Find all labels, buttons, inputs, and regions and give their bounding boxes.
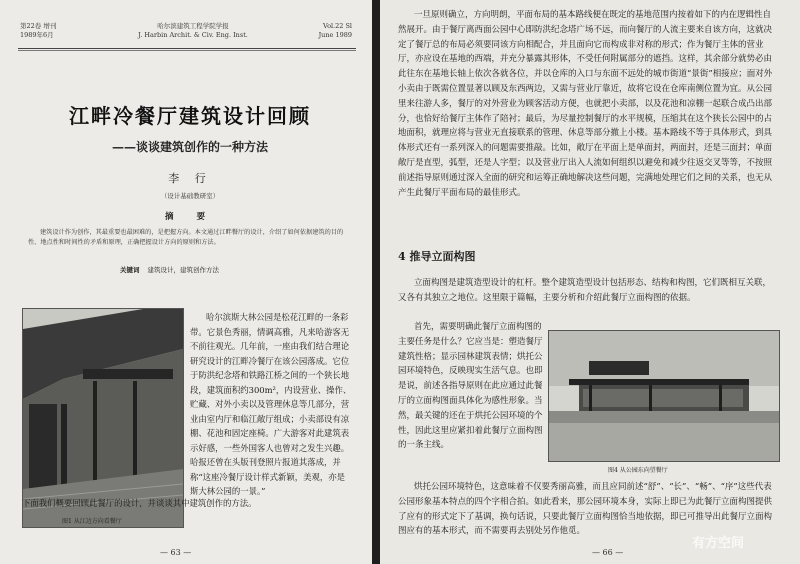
restaurant-photo-riverside xyxy=(22,308,184,528)
left-page xyxy=(0,0,372,564)
journal-issue: 第22卷 增刊 1989年6月 xyxy=(20,22,57,39)
body-text-right-column: 首先，需要明确此餐厅立面构图的主要任务是什么？它应当是：塑造餐厅建筑性格；显示园林建筑表情；烘托公园环境特色，反映现实生活气息。也即是说，前述各指导原则在此应通过此餐厅的立面构图面具体化为感性形象。当然，最关键的还在于烘托公园环境的个性，因此这里应紧扣着此餐厅立面构图的一条主线。 xyxy=(398,322,543,451)
figure-caption-right: 图4 从公园东向望餐厅 xyxy=(608,467,668,474)
journal-name: 哈尔滨建筑工程学院学报 J. Harbin Archit. & Civ. Eng. Inst. xyxy=(138,22,248,39)
journal-volume: Vol.22 Sl June 1989 xyxy=(318,22,352,39)
keywords-label: 关键词 xyxy=(120,266,140,274)
abstract-text: 建筑设计作为创作，其最重要也最困难的，是把握方向。本文通过江畔餐厅的设计，介绍了如何依据建筑的目的性、地点性和时间性的矛盾和原理，正确把握设计方向的原则和方法。 xyxy=(28,229,344,246)
page-number-right: — 66 — xyxy=(592,548,624,557)
keywords-value: 建筑设计，建筑创作方法 xyxy=(147,266,219,274)
author-name: 李 行 xyxy=(168,172,212,185)
body-text-right-bottom: 烘托公园环境特色，这意味着不仅要秀丽高雅，而且应同前述“舒”、“长”、“畅”、“序”这些代表公园形象基本特点的四个字相合拍。如此看来，那公园环境本身，实际上即已为此餐厅立面构图提供了应有的形式定下了基调，换句话说，只要此餐厅立面构图恰当地依据，即已可推导出此餐厅立面构图应有的基本形式，而不需要再去别处另作他觅。 xyxy=(398,482,773,537)
section-heading: 4 推导立面构图 xyxy=(398,250,476,263)
body-text-left: 哈尔滨斯大林公园是松花江畔的一条彩带。它景色秀丽，情调高雅，凡来哈游客无不前往观光。几年前，一座由我们结合理论研究设计的江畔冷餐厅在该公园落成。它位于防洪纪念塔和铁路江桥之间的一个狭长地段，建筑面积约300m²，内设营业、操作、贮藏、对外小卖以及管理休息等几部分，营业由室内厅和临江敞厅组成；小卖部设有凉棚、花池和固定座椅。广大游客对此建筑表示好感，一些外国客人也曾对之发生兴趣。哈报还曾在头版刊登照片报道其落成，并称“这座冷餐厅设计样式新颖，美观，亦是斯大林公园的一景。” xyxy=(190,312,352,496)
article-title: 江畔冷餐厅建筑设计回顾 xyxy=(69,104,311,128)
keywords xyxy=(120,265,219,274)
article-subtitle: ——谈谈建筑创作的一种方法 xyxy=(111,140,268,154)
figure-caption-left: 图1 从江边方向看餐厅 xyxy=(62,518,122,525)
abstract-heading: 摘 要 xyxy=(165,212,215,222)
watermark-text: 有方空间 xyxy=(692,536,745,551)
restaurant-photo-park xyxy=(548,330,780,462)
page-number-left: — 63 — xyxy=(160,548,192,557)
photo-illustration-right xyxy=(549,331,779,461)
body-text-left-tail: 下面我们概要回顾此餐厅的设计，并谈谈其中建筑创作的方法。 xyxy=(22,498,257,508)
photo-illustration xyxy=(23,309,183,527)
body-text-right-section: 立面构图是建筑造型设计的杠杆。整个建筑造型设计包括形态、结构和构图，它们既相互关联，又各有其独立之地位。这里限于篇幅，主要分析和介绍此餐厅立面构图的依据。 xyxy=(398,278,772,303)
header-rule xyxy=(18,48,356,49)
header-rule-thin xyxy=(18,50,356,51)
body-text-right-top: 一旦原则确立，方向明朗，平面布局的基本路线便在既定的基地范围内按着如下的内在逻辑性自然展开。由于餐厅离西面公园中心即防洪纪念塔广场不远，而向餐厅的人流主要来自该方向，这就决定了餐厅总的布局必须要同该方向相配合，并且面向它而构成非对称的形式；作为餐厅主体的营业厅，亦应设在基地的西端，并充分暴露其形体，不受任何附属部分的遮挡。这样，其余部分就势必由此往东在基地长轴上依次各就各位，并以仓库的入口与东面不远处的城市街道“景街”相接应；面对外小卖由于既需位置显著以顾及东西两边，又需与营业厅靠近，故将它设在仓库南侧位置为宜。从公园里来往游人多，餐厅的对外营业为顾客活动方便，也就把小卖部，以及花池和凉棚一起联合成凸出部分，也恰好给餐厅主体作了陪衬；最后，为尽量控制餐厅的水平规模，压缩其在这个狭长公园中的占地面积，就理应将与营业无直接联系的管理、休息等部分撤上小楼。基本路线不等于具体形式，到具体形式还有一系列深入的问题需要推敲。比如，敞厅在平面上是单面封，两面封，还是三面封；单面敞厅是直型，弧型，还是人字型；以及营业厅出入人流如何组织以避免和减少往返交叉等等，不按照前述指导原则通过深入全面的研究和运筹正确地解决这些问题，完满地处理它们之间的关系，也无从产生此餐厅平面布局的最佳形式。 xyxy=(398,10,773,198)
author-affiliation: （设计基础教研室） xyxy=(160,192,220,200)
